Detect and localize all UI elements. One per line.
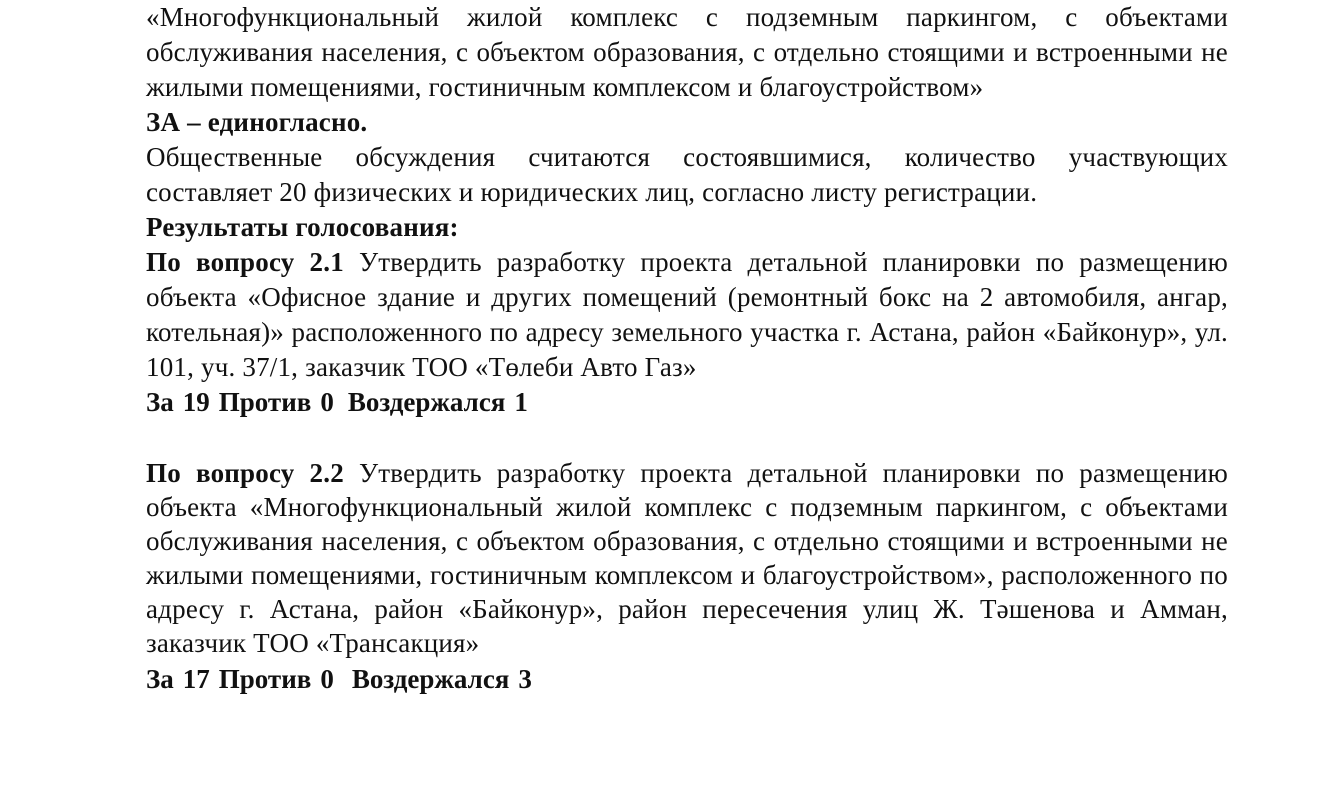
votes-for-label: За (146, 664, 174, 694)
document-page (146, 0, 1228, 697)
results-heading: Результаты голосования: (146, 212, 459, 242)
hearings-paragraph: Общественные обсуждения считаются состоявшимися, количество участвующих составляет 20 физических и юридических лиц, согласно листу регистрации. (146, 142, 1228, 207)
unanimous-decision: ЗА – единогласно. (146, 107, 368, 137)
votes-abstained-count: 1 (514, 387, 528, 417)
votes-abstained-count: 3 (518, 664, 532, 694)
question-2-1-paragraph (146, 245, 1228, 385)
votes-abstained-label: Воздержался (347, 387, 506, 417)
votes-for-label: За (146, 387, 174, 417)
question-2-1-votes (146, 385, 1228, 420)
votes-against-count: 0 (320, 664, 334, 694)
question-2-1-text: Утвердить разработку проекта детальной планировки по размещению объекта «Офисное здание и других помещений (ремонтный бокс на 2 автомобиля, ангар, котельная)» расположенного по адресу земельного участка г. Астана, район «Байконур», ул. 101, уч. 37/1, заказчик ТОО «Төлеби Авто Газ» (146, 247, 1228, 382)
votes-against-count: 0 (320, 387, 334, 417)
votes-against-label: Против (218, 664, 312, 694)
votes-against-label: Против (218, 387, 312, 417)
question-2-2-label: По вопросу 2.2 (146, 458, 344, 488)
question-2-1-label: По вопросу 2.1 (146, 247, 344, 277)
votes-for-count: 17 (182, 664, 210, 694)
question-2-2-paragraph (146, 456, 1228, 660)
votes-for-count: 19 (182, 387, 210, 417)
question-2-2-text: Утвердить разработку проекта детальной планировки по размещению объекта «Многофункциональный жилой комплекс с подземным паркингом, с объектами обслуживания населения, с объектом образования, с отдельно стоящими и встроенными не жилыми помещениями, гостиничным комплексом и благоустройством», расположенного по адресу г. Астана, район «Байконур», район пересечения улиц Ж. Тәшенова и Амман, заказчик ТОО «Трансакция» (146, 458, 1228, 658)
spacer (146, 420, 1228, 456)
question-2-2-votes (146, 662, 1228, 697)
votes-abstained-label: Воздержался (351, 664, 510, 694)
intro-paragraph: «Многофункциональный жилой комплекс с подземным паркингом, с объектами обслуживания населения, с объектом образования, с отдельно стоящими и встроенными не жилыми помещениями, гостиничным комплексом и благоустройством» (146, 2, 1228, 102)
